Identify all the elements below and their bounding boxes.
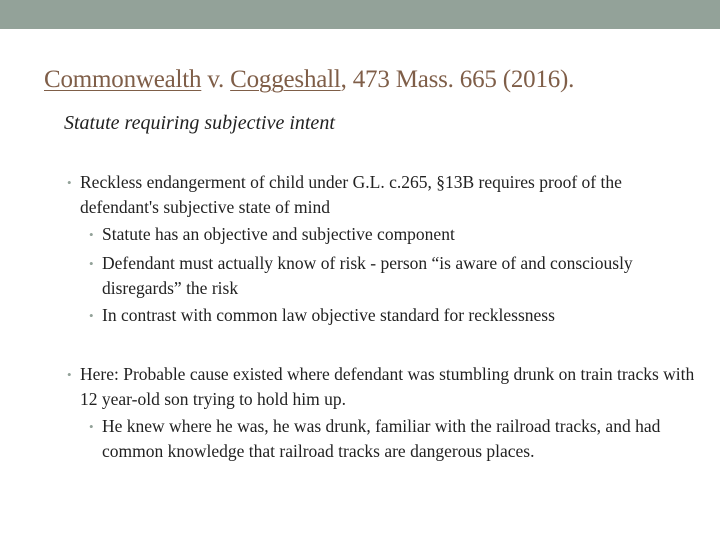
slide-title [44,66,574,94]
bullet-item [67,170,700,220]
bullet-text: In contrast with common law objective standard for recklessness [102,305,555,325]
bullet-text: Here: Probable cause existed where defendant was stumbling drunk on train tracks with 12 year-old son trying to hold him up. [80,364,695,409]
slide-subtitle: Statute requiring subjective intent [64,112,335,134]
sub-bullet-item [89,303,702,328]
bullet-text: Statute has an objective and subjective component [102,224,455,244]
sub-bullet-item [89,222,702,247]
sub-bullet-item [89,251,702,301]
bullet-icon: • [89,419,94,434]
bullet-text: Defendant must actually know of risk - person “is aware of and consciously disregards” the risk [102,253,633,298]
bullet-text: Reckless endangerment of child under G.L. c.265, §13B requires proof of the defendant's subjective state of mind [80,172,622,217]
case-name-link-coggeshall[interactable]: Coggeshall [230,66,341,93]
bullet-icon: • [89,308,94,323]
bullet-item [67,362,700,412]
top-accent-bar [0,0,720,29]
sub-bullet-item [89,414,702,464]
case-name-link-commonwealth[interactable]: Commonwealth [44,66,202,93]
bullet-icon: • [89,256,94,271]
title-citation: , 473 Mass. 665 (2016). [340,66,575,93]
bullet-icon: • [67,367,72,382]
bullet-text: He knew where he was, he was drunk, familiar with the railroad tracks, and had common knowledge that railroad tracks are dangerous places. [102,416,661,461]
bullet-icon: • [89,227,94,242]
bullet-icon: • [67,175,72,190]
title-separator: v. [201,66,231,93]
